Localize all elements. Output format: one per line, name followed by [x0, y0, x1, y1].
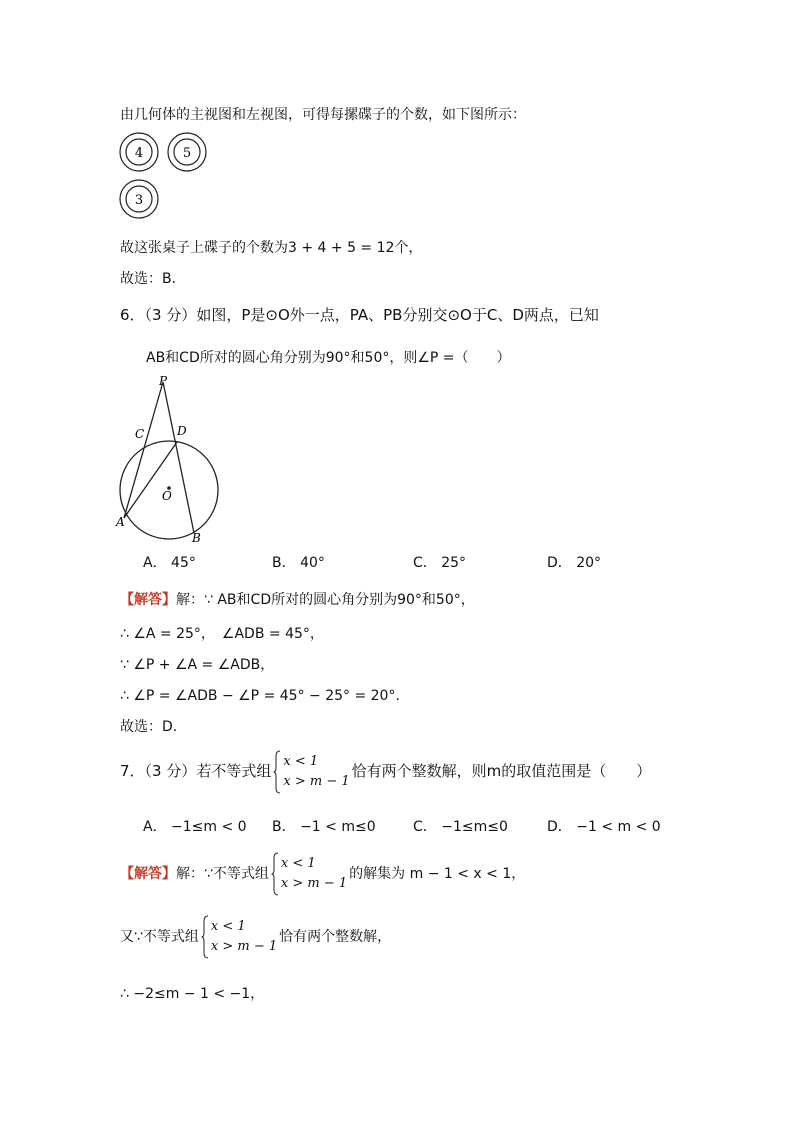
q6-answer-2: ∴ ∠A = 25°， ∠ADB = 45°，: [120, 626, 324, 642]
label-c: C: [135, 427, 145, 441]
q7-answer-system-1: x < 1 x > m − 1: [271, 854, 347, 894]
q6-stem-1: 如图，P是⊙O外一点，PA、PB分别交⊙O于C、D两点，已知: [196, 306, 599, 324]
plate-stack-3: [120, 180, 158, 218]
q6-points: （3 分）: [144, 306, 197, 324]
q6-answer-4: ∴ ∠P = ∠ADB − ∠P = 45° − 25° = 20°．: [120, 688, 410, 704]
q7-answer-1: 【解答】解：∵不等式组 x < 1 x > m − 1 的解集为 m − 1 < x < 1，: [120, 852, 525, 896]
q7-answer-tag: 【解答】: [120, 866, 176, 882]
stack-count-1: 4: [134, 146, 144, 161]
q6-option-c: C． 25°: [413, 555, 467, 571]
choice-5: 故选：B．: [120, 271, 186, 287]
plate-stack-1: [120, 133, 158, 171]
intro-text: 由几何体的主视图和左视图，可得每摞碟子的个数，如下图所示：: [120, 107, 526, 123]
q6-stem-2: AB和CD所对的圆心角分别为90°和50°，则∠P =（ ）: [146, 350, 511, 366]
label-a: A: [116, 515, 125, 529]
stack-count-2: 5: [182, 146, 192, 161]
q7-answer-system-2: x < 1 x > m − 1: [201, 917, 277, 957]
q7-stem: 7．（3 分）若不等式组 x < 1 x > m − 1 恰有两个整数解，则m的取值范围是（ ）: [120, 749, 651, 793]
q7-number: 7．: [120, 762, 145, 780]
q7-answer-3: ∴ −2≤m − 1 < −1，: [120, 986, 265, 1002]
q7-option-d: D． −1 < m < 0: [547, 819, 661, 835]
label-d: D: [177, 424, 187, 438]
q7-option-b: B． −1 < m≤0: [272, 819, 376, 835]
q6-line1: [120, 305, 599, 325]
plate-stack-2: [168, 133, 206, 171]
label-b: B: [192, 531, 201, 545]
q6-choice: 故选：D．: [120, 719, 187, 735]
q7-answer-2: 又∵不等式组 x < 1 x > m − 1 恰有两个整数解，: [120, 915, 391, 959]
q6-option-b: B． 40°: [272, 555, 325, 571]
q7-option-a: A． −1≤m < 0: [143, 819, 247, 835]
total-line: 故这张桌子上碟子的个数为3 + 4 + 5 = 12个，: [120, 240, 423, 256]
q6-number: 6．: [120, 306, 145, 324]
plate-stacks-figure: [115, 130, 225, 222]
label-p: P: [159, 374, 168, 388]
q7-option-c: C． −1≤m≤0: [413, 819, 508, 835]
q6-answer-3: ∵ ∠P + ∠A = ∠ADB，: [120, 657, 275, 673]
total-expr: 3 + 4 + 5 = 12: [288, 240, 395, 256]
stack-count-3: 3: [134, 193, 144, 208]
q6-option-a: A． 45°: [143, 555, 196, 571]
label-o: O: [162, 489, 172, 503]
q6-answer-1: 【解答】解：∵ AB和CD所对的圆心角分别为90°和50°，: [120, 592, 475, 608]
q7-points: （3 分）: [144, 762, 197, 780]
q6-answer-tag: 【解答】: [120, 592, 176, 608]
q6-option-d: D． 20°: [547, 555, 602, 571]
circle-geometry-figure: [108, 372, 233, 547]
q7-inequality-system: x < 1 x > m − 1: [273, 752, 349, 792]
